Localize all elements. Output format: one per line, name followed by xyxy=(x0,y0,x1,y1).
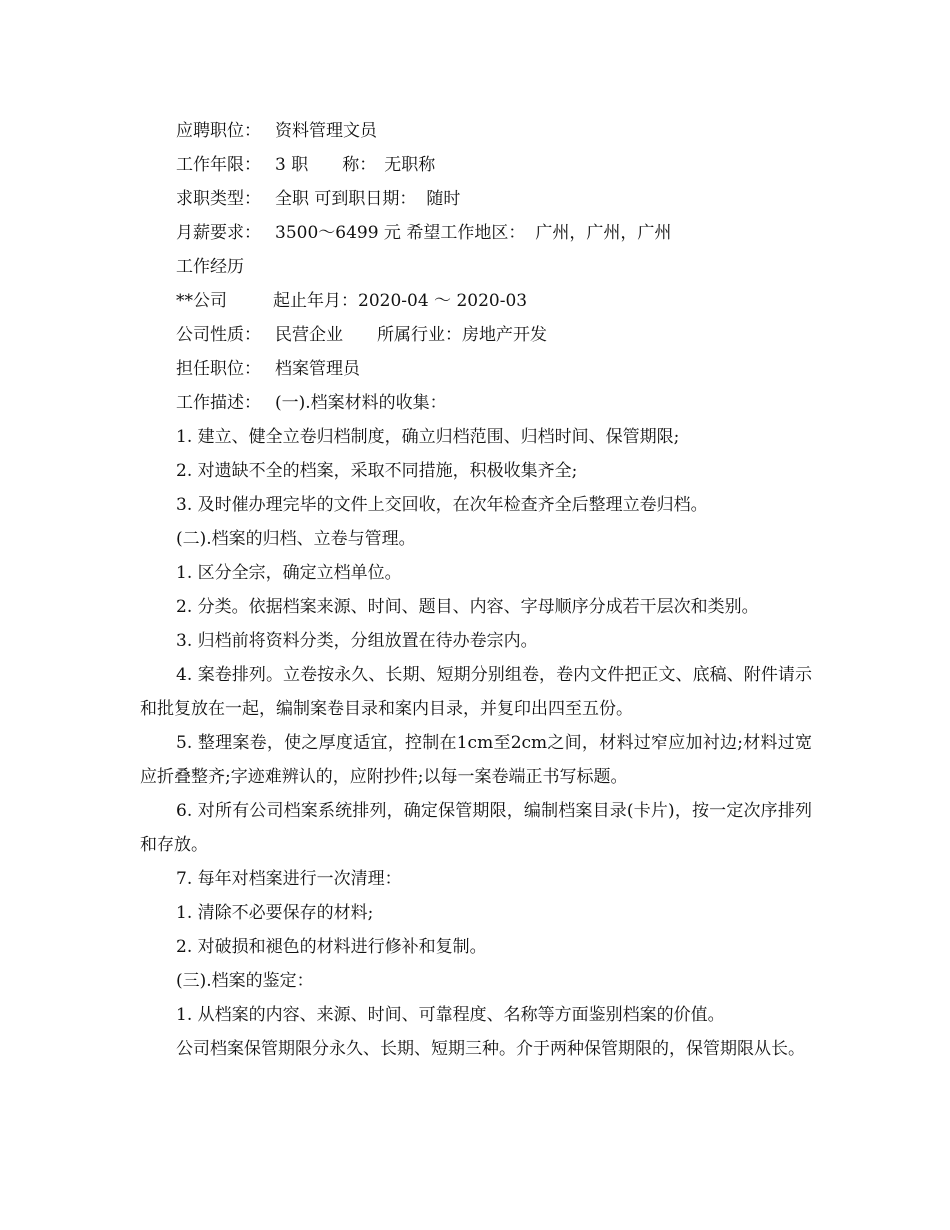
position-label: 应聘职位： xyxy=(176,121,261,141)
nature-value: 民营企业 xyxy=(275,325,343,345)
jobtype-label: 求职类型： xyxy=(176,189,261,209)
salary-label: 月薪要求： xyxy=(176,223,261,243)
years-label: 工作年限： xyxy=(176,155,261,175)
jobtype-row xyxy=(176,188,460,210)
desc-value: (一).档案材料的收集： xyxy=(275,393,447,413)
section-heading: (二).档案的归档、立卷与管理。 xyxy=(176,529,416,549)
years-row xyxy=(176,154,435,176)
body-line: 1. 清除不必要保存的材料; xyxy=(176,903,374,923)
salary-value: 3500～6499 元 希望工作地区： xyxy=(275,223,526,243)
body-paragraph: 5. 整理案卷，使之厚度适宜，控制在1cm至2cm之间，材料过窄应加衬边;材料过宽应折叠整齐;字迹难辨认的，应附抄件;以每一案卷端正书写标题。 xyxy=(140,733,812,787)
industry-text: 所属行业：房地产开发 xyxy=(377,325,547,345)
years-value: 3 职 xyxy=(275,155,309,175)
salary-row xyxy=(176,222,671,244)
body-paragraph: 6. 对所有公司档案系统排列，确定保管期限，编制档案目录(卡片)，按一定次序排列和存放。 xyxy=(140,801,812,855)
position-row xyxy=(176,120,377,142)
desc-row xyxy=(176,392,447,414)
body-line: 3. 及时催办理完毕的文件上交回收，在次年检查齐全后整理立卷归档。 xyxy=(176,495,708,515)
body-line: 2. 对遗缺不全的档案，采取不同措施，积极收集齐全; xyxy=(176,461,578,481)
nature-row xyxy=(176,324,547,346)
area-value: 广州，广州，广州 xyxy=(535,223,672,243)
body-paragraph: 4. 案卷排列。立卷按永久、长期、短期分别组卷，卷内文件把正文、底稿、附件请示和批复放在一起，编制案卷目录和案内目录，并复印出四至五份。 xyxy=(140,665,812,719)
jobtype-value: 全职 可到职日期： xyxy=(275,189,417,209)
body-line: 2. 分类。依据档案来源、时间、题目、内容、字母顺序分成若干层次和类别。 xyxy=(176,597,759,617)
body-line: 1. 建立、健全立卷归档制度，确立归档范围、归档时间、保管期限; xyxy=(176,427,680,447)
section-heading: (三).档案的鉴定： xyxy=(176,971,314,991)
body-line: 7. 每年对档案进行一次清理： xyxy=(176,869,402,889)
title-label: 称： xyxy=(342,155,377,175)
position-value: 资料管理文员 xyxy=(275,121,377,141)
nature-label: 公司性质： xyxy=(176,325,261,345)
desc-label: 工作描述： xyxy=(176,393,261,413)
role-row xyxy=(176,358,360,380)
company-name: **公司 xyxy=(176,291,227,311)
title-value: 无职称 xyxy=(384,155,436,175)
experience-heading: 工作经历 xyxy=(176,257,244,277)
role-value: 档案管理员 xyxy=(275,359,360,379)
body-line: 1. 从档案的内容、来源、时间、可靠程度、名称等方面鉴别档案的价值。 xyxy=(176,1005,725,1025)
body-line: 1. 区分全宗，确定立档单位。 xyxy=(176,563,402,583)
work-period: 起止年月：2020-04 ～ 2020-03 xyxy=(273,291,528,311)
final-paragraph: 公司档案保管期限分永久、长期、短期三种。介于两种保管期限的，保管期限从长。 xyxy=(176,1039,805,1059)
available-value: 随时 xyxy=(426,189,461,209)
body-line: 3. 归档前将资料分类，分组放置在待办卷宗内。 xyxy=(176,631,538,651)
body-line: 2. 对破损和褪色的材料进行修补和复制。 xyxy=(176,937,487,957)
company-row xyxy=(176,290,527,312)
role-label: 担任职位： xyxy=(176,359,261,379)
